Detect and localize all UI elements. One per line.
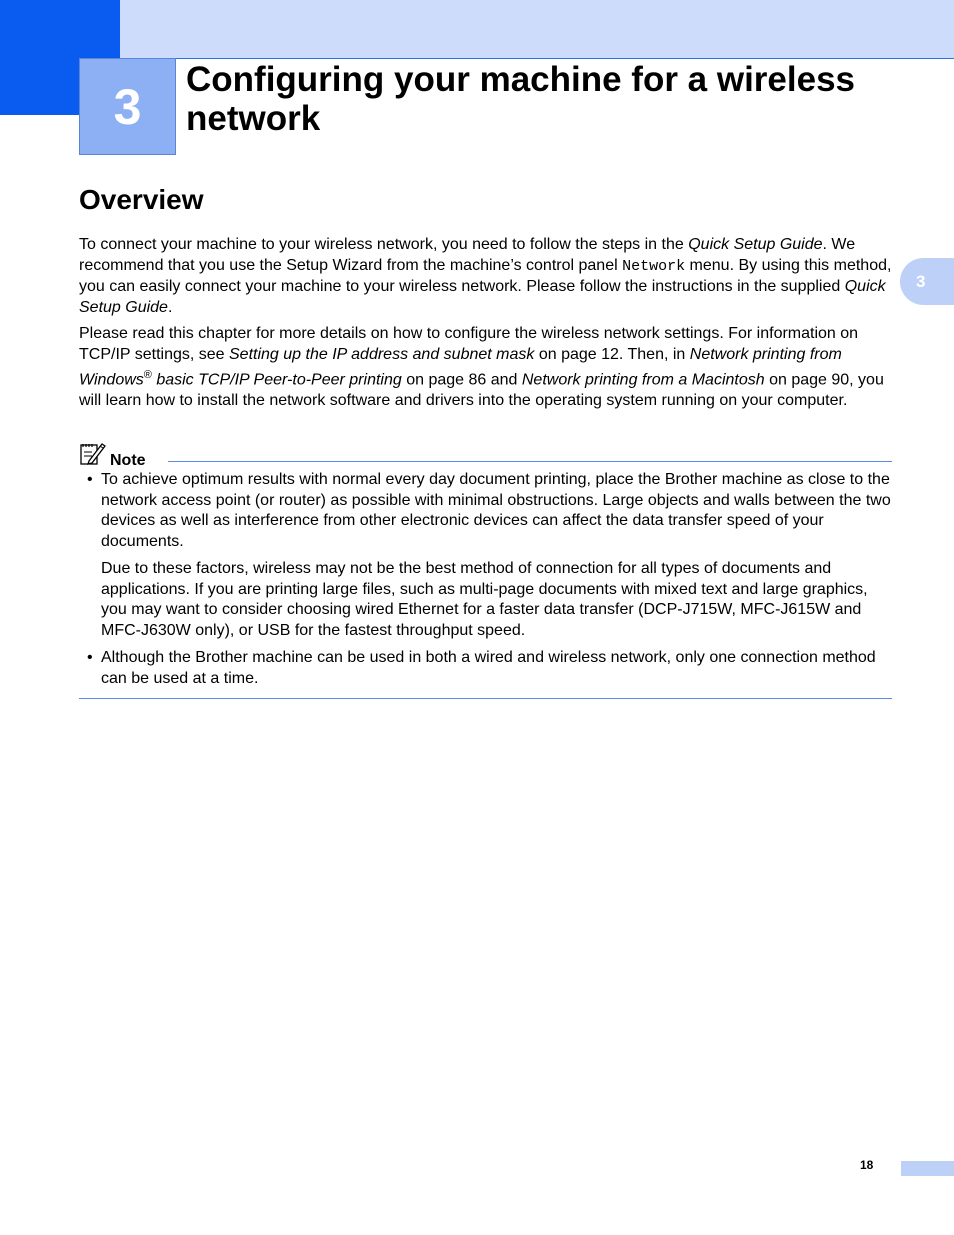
p1-text-e: menu. By using this method, you can easily connect your machine to your wireless network. Please follow the instructions in the supplied [79, 256, 892, 295]
p2-text-a: Please read this chapter for more details on how to configure the wireless network settings. For information on TCP/IP settings, see [79, 325, 859, 363]
header-band [0, 0, 954, 59]
note-bullet-1-continuation: Due to these factors, wireless may not be the best method of connection for all types of documents and applications. If you are printing large files, such as multi-page documents with mixed text and large graphics, you may want to consider choosing wired Ethernet for a faster data transfer (DCP-J715W, MFC-J615W and MFC-J630W only), or USB for the fastest throughput speed. [101, 560, 868, 639]
note-label: Note [110, 452, 146, 469]
p2-text-i: on page 90, you will learn how to install the network software and drivers into the operating system running on your computer. [79, 371, 884, 409]
chapter-number: 3 [113, 78, 142, 135]
quick-setup-guide-ref-1: Quick Setup Guide [688, 236, 823, 253]
chapter-title: Configuring your machine for a wireless network [186, 60, 856, 138]
ip-address-section-link[interactable]: Setting up the IP address and subnet mask [229, 345, 535, 363]
p1-text-g: . [167, 298, 173, 316]
windows-printing-link-cont[interactable]: basic TCP/IP Peer-to-Peer printing [151, 371, 402, 389]
note-bullet-2-text: Although the Brother machine can be used in both a wired and wireless network, only one connection method can be used at a time. [101, 649, 876, 687]
p2-text-g: on page 86 and [401, 371, 522, 389]
section-heading: Overview [79, 184, 204, 215]
overview-paragraph-1 [79, 235, 894, 318]
chapter-side-tab [900, 258, 954, 305]
bullet-symbol: • [87, 471, 93, 488]
note-bullet-1-text: To achieve optimum results with normal every day document printing, place the Brother machine as close to the network access point (or router) as possible with minimal obstructions. Large objects and walls between the two devices as well as interference from other electronic devices can affect the data transfer speed of your documents. [101, 471, 891, 550]
page-number: 18 [860, 1158, 874, 1172]
p2-text-c: on page 12. Then, in [534, 345, 690, 363]
network-menu-name: Network [622, 257, 686, 275]
bullet-symbol: • [87, 649, 93, 666]
p1-text-a: To connect your machine to your wireless network, you need to follow the steps in the [79, 236, 689, 253]
page-number-tab [901, 1161, 954, 1176]
note-header [80, 442, 146, 470]
registered-mark: ® [143, 369, 152, 381]
quick-setup-guide-ref-2: Quick Setup Guide [79, 278, 886, 316]
windows-printing-link[interactable]: Network printing from Windows [79, 345, 842, 389]
note-top-rule [168, 461, 892, 462]
macintosh-printing-link[interactable]: Network printing from a Macintosh [521, 371, 765, 389]
p1-text-c: . We recommend that you use the Setup Wizard from the machine’s control panel [79, 236, 856, 274]
note-pencil-icon [80, 441, 106, 470]
overview-paragraph-2 [79, 324, 894, 411]
note-bottom-rule [79, 698, 892, 699]
chapter-number-box [79, 58, 176, 155]
chapter-side-tab-label: 3 [916, 271, 926, 291]
